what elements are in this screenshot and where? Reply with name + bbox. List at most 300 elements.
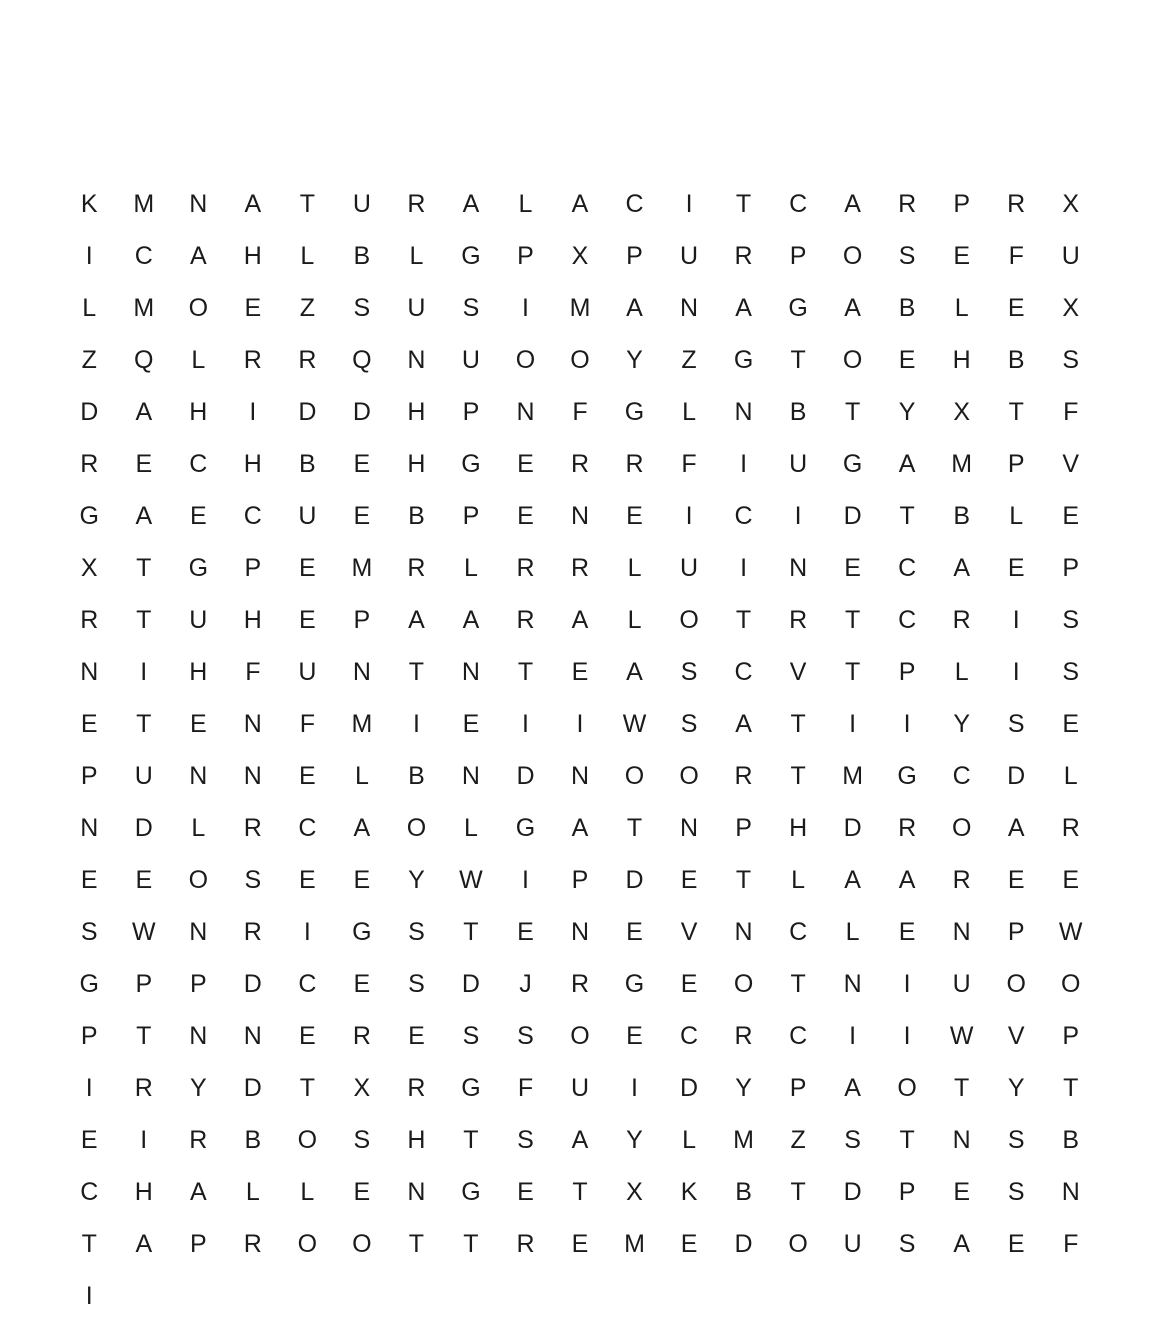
grid-letter: T (844, 658, 861, 686)
grid-letter: L (191, 814, 206, 842)
grid-letter: B (898, 294, 916, 322)
grid-letter: D (80, 398, 99, 426)
grid-letter: L (82, 294, 97, 322)
grid-letter: T (1063, 1074, 1079, 1102)
grid-letter: E (680, 1230, 698, 1258)
grid-letter: R (298, 346, 317, 374)
grid-letter: A (844, 866, 861, 894)
grid-letter: A (735, 294, 752, 322)
grid-letter: B (299, 450, 316, 478)
grid-letter: P (189, 1230, 207, 1258)
grid-letter: E (680, 970, 698, 998)
grid-letter: X (626, 1178, 643, 1206)
grid-letter: H (189, 398, 208, 426)
grid-letter: H (407, 1126, 426, 1154)
grid-letter: P (898, 1178, 916, 1206)
grid-letter: P (571, 866, 589, 894)
grid-letter: V (789, 658, 807, 686)
grid-letter: B (408, 502, 425, 530)
grid-letter: U (461, 346, 480, 374)
grid-letter: L (463, 554, 478, 582)
grid-letter: X (1062, 190, 1080, 218)
grid-letter: P (735, 814, 752, 842)
grid-letter: N (80, 658, 99, 686)
grid-letter: S (1062, 346, 1080, 374)
grid-letter: E (953, 242, 971, 270)
grid-letter: R (80, 450, 99, 478)
grid-letter: E (353, 866, 371, 894)
grid-letter: L (191, 346, 206, 374)
grid-letter: I (140, 658, 148, 686)
grid-letter: Q (352, 346, 372, 374)
grid-letter: N (407, 346, 426, 374)
grid-letter: T (299, 1074, 315, 1102)
grid-letter: K (80, 190, 98, 218)
grid-letter: Y (189, 1074, 207, 1102)
grid-letter: S (898, 242, 916, 270)
grid-letter: R (570, 450, 590, 478)
grid-letter: H (407, 398, 426, 426)
grid-letter: M (351, 710, 373, 738)
grid-letter: E (299, 762, 316, 790)
grid-letter: W (131, 918, 156, 946)
grid-letter: Z (81, 346, 97, 374)
grid-letter: O (951, 814, 972, 842)
grid-letter: I (576, 710, 584, 738)
grid-letter: R (134, 1074, 153, 1102)
grid-letter: N (734, 398, 753, 426)
grid-letter: I (903, 970, 911, 998)
grid-letter: R (516, 606, 535, 634)
grid-letter: R (243, 814, 262, 842)
grid-letter: R (407, 554, 426, 582)
grid-letter: G (788, 294, 808, 322)
grid-letter: A (571, 190, 589, 218)
grid-letter: R (952, 866, 971, 894)
grid-letter: A (1007, 814, 1025, 842)
grid-letter: I (685, 502, 693, 530)
grid-letter: R (516, 554, 535, 582)
grid-letter: P (517, 242, 534, 270)
grid-letter: G (461, 1178, 481, 1206)
grid-letter: T (572, 1178, 588, 1206)
grid-letter: C (298, 814, 317, 842)
grid-letter: C (789, 190, 808, 218)
grid-letter: E (408, 1022, 425, 1050)
grid-letter: B (1007, 346, 1025, 374)
grid-letter: A (844, 294, 861, 322)
grid-letter: A (408, 606, 425, 634)
grid-letter: E (953, 1178, 971, 1206)
grid-letter: C (189, 450, 208, 478)
grid-letter: T (408, 1230, 425, 1258)
grid-letter: R (516, 1230, 535, 1258)
grid-letter: T (626, 814, 643, 842)
grid-letter: E (244, 294, 262, 322)
grid-letter: C (898, 606, 917, 634)
grid-letter: N (189, 918, 208, 946)
grid-letter: E (189, 502, 207, 530)
grid-letter: H (134, 1178, 153, 1206)
grid-letter: P (353, 606, 371, 634)
grid-letter: E (898, 918, 916, 946)
grid-letter: A (898, 450, 916, 478)
grid-letter: A (571, 606, 589, 634)
grid-letter: B (1062, 1126, 1080, 1154)
grid-letter: T (844, 606, 861, 634)
grid-letter: I (85, 242, 93, 270)
grid-letter: P (626, 242, 643, 270)
grid-letter: D (843, 814, 862, 842)
grid-letter: R (407, 190, 426, 218)
grid-letter: T (790, 762, 806, 790)
grid-letter: M (569, 294, 591, 322)
grid-letter: U (1061, 242, 1080, 270)
grid-letter: T (463, 1230, 479, 1258)
grid-letter: S (517, 1022, 534, 1050)
grid-letter: P (1007, 918, 1025, 946)
grid-letter: C (134, 242, 153, 270)
grid-letter: E (299, 1022, 316, 1050)
grid-letter: E (1062, 866, 1080, 894)
grid-letter: C (625, 190, 644, 218)
grid-letter: L (791, 866, 806, 894)
grid-letter: E (1007, 554, 1025, 582)
grid-letter: E (462, 710, 480, 738)
grid-letter: W (622, 710, 647, 738)
grid-letter: N (407, 1178, 426, 1206)
grid-letter: S (353, 294, 371, 322)
grid-letter: S (80, 918, 98, 946)
grid-letter: T (408, 658, 425, 686)
grid-letter: I (303, 918, 311, 946)
grid-letter: U (298, 502, 317, 530)
grid-letter: G (733, 346, 754, 374)
grid-letter: N (789, 554, 808, 582)
grid-letter: G (897, 762, 917, 790)
grid-letter: N (516, 398, 535, 426)
grid-letter: D (843, 502, 862, 530)
grid-letter: J (519, 970, 532, 998)
grid-letter: A (135, 502, 153, 530)
grid-letter: W (459, 866, 483, 894)
grid-letter: V (1062, 450, 1080, 478)
grid-letter: D (134, 814, 153, 842)
grid-letter: T (517, 658, 534, 686)
grid-letter: G (842, 450, 863, 478)
grid-letter: T (1008, 398, 1024, 426)
grid-letter: R (1061, 814, 1080, 842)
grid-letter: R (734, 242, 753, 270)
grid-letter: P (462, 398, 480, 426)
grid-letter: I (140, 1126, 148, 1154)
grid-letter: L (682, 1126, 696, 1154)
grid-letter: X (353, 1074, 371, 1102)
grid-letter: B (353, 242, 371, 270)
grid-letter: O (570, 346, 590, 374)
grid-letter: P (789, 242, 807, 270)
grid-letter: U (134, 762, 153, 790)
grid-letter: F (299, 710, 315, 738)
letter-grid (62, 178, 1098, 1322)
grid-letter: C (952, 762, 971, 790)
grid-letter: P (898, 658, 916, 686)
grid-letter: Y (953, 710, 971, 738)
grid-letter: L (300, 1178, 315, 1206)
grid-letter: L (409, 242, 424, 270)
grid-letter: B (408, 762, 425, 790)
grid-letter: C (789, 918, 808, 946)
grid-letter: M (951, 450, 973, 478)
grid-letter: Z (299, 294, 315, 322)
grid-letter: R (734, 1022, 753, 1050)
grid-letter: T (790, 1178, 806, 1206)
grid-letter: S (517, 1126, 534, 1154)
grid-letter: F (681, 450, 697, 478)
grid-letter: D (352, 398, 371, 426)
grid-letter: N (680, 294, 699, 322)
grid-letter: Q (134, 346, 154, 374)
grid-letter: I (1012, 606, 1020, 634)
grid-letter: E (571, 1230, 589, 1258)
grid-letter: T (299, 190, 315, 218)
grid-letter: I (794, 502, 802, 530)
grid-letter: Y (1007, 1074, 1025, 1102)
grid-letter: O (842, 242, 863, 270)
grid-letter: N (680, 814, 699, 842)
grid-letter: H (189, 658, 208, 686)
grid-letter: A (626, 294, 643, 322)
grid-letter: O (788, 1230, 808, 1258)
grid-letter: G (461, 1074, 481, 1102)
grid-letter: S (408, 918, 425, 946)
grid-letter: O (1006, 970, 1026, 998)
grid-letter: U (570, 1074, 590, 1102)
grid-letter: O (188, 294, 209, 322)
grid-letter: P (135, 970, 153, 998)
grid-letter: D (243, 970, 262, 998)
grid-letter: Z (681, 346, 697, 374)
grid-letter: I (903, 1022, 911, 1050)
grid-letter: S (353, 1126, 371, 1154)
grid-letter: S (680, 658, 698, 686)
grid-letter: I (849, 1022, 857, 1050)
grid-letter: T (735, 866, 752, 894)
grid-letter: F (1063, 398, 1079, 426)
grid-letter: A (953, 554, 971, 582)
grid-letter: E (1007, 1230, 1025, 1258)
grid-letter: G (461, 242, 481, 270)
grid-letter: E (80, 1126, 98, 1154)
grid-letter: V (680, 918, 698, 946)
grid-letter: A (571, 1126, 589, 1154)
grid-letter: C (898, 554, 917, 582)
grid-letter: R (189, 1126, 208, 1154)
grid-letter: E (517, 450, 534, 478)
grid-letter: H (789, 814, 808, 842)
grid-letter: P (462, 502, 480, 530)
grid-letter: D (625, 866, 644, 894)
grid-letter: E (299, 554, 316, 582)
grid-letter: L (627, 606, 642, 634)
grid-letter: M (842, 762, 864, 790)
grid-letter: P (80, 1022, 98, 1050)
grid-letter: S (1007, 1126, 1025, 1154)
grid-letter: E (1062, 502, 1080, 530)
grid-letter: C (734, 502, 753, 530)
grid-letter: D (461, 970, 480, 998)
grid-letter: O (406, 814, 427, 842)
grid-letter: T (735, 606, 752, 634)
grid-letter: A (135, 1230, 153, 1258)
grid-letter: Y (898, 398, 916, 426)
grid-letter: P (1007, 450, 1025, 478)
grid-letter: P (789, 1074, 807, 1102)
grid-letter: R (570, 970, 590, 998)
grid-letter: U (680, 554, 699, 582)
grid-letter: H (243, 450, 262, 478)
grid-letter: I (849, 710, 857, 738)
grid-letter: A (844, 190, 861, 218)
grid-letter: N (243, 1022, 262, 1050)
grid-letter: E (1007, 866, 1025, 894)
grid-letter: S (844, 1126, 861, 1154)
grid-letter: S (1062, 658, 1080, 686)
grid-letter: F (517, 1074, 534, 1102)
grid-letter: U (189, 606, 208, 634)
grid-letter: D (298, 398, 317, 426)
grid-letter: L (627, 554, 642, 582)
grid-letter: N (952, 1126, 971, 1154)
grid-letter: T (463, 918, 479, 946)
grid-letter: E (80, 866, 98, 894)
grid-letter: H (243, 606, 262, 634)
grid-letter: A (244, 190, 262, 218)
grid-letter: L (300, 242, 315, 270)
grid-letter: O (897, 1074, 917, 1102)
grid-letter: N (843, 970, 862, 998)
grid-letter: R (789, 606, 808, 634)
grid-letter: Y (626, 1126, 643, 1154)
grid-letter: D (734, 1230, 753, 1258)
grid-letter: I (740, 554, 748, 582)
grid-letter: E (517, 1178, 534, 1206)
grid-letter: A (462, 190, 480, 218)
grid-letter: E (680, 866, 698, 894)
grid-letter: T (735, 190, 752, 218)
grid-letter: R (898, 814, 917, 842)
grid-letter: S (898, 1230, 916, 1258)
grid-letter: K (680, 1178, 698, 1206)
grid-letter: U (952, 970, 971, 998)
grid-letter: T (954, 1074, 970, 1102)
grid-letter: S (1007, 710, 1025, 738)
grid-letter: U (843, 1230, 862, 1258)
grid-letter: A (953, 1230, 971, 1258)
grid-letter: A (844, 1074, 861, 1102)
grid-letter: X (80, 554, 98, 582)
grid-letter: O (352, 1230, 372, 1258)
grid-letter: S (462, 1022, 480, 1050)
grid-letter: L (954, 294, 969, 322)
grid-letter: S (244, 866, 262, 894)
grid-letter: L (1009, 502, 1024, 530)
grid-letter: N (952, 918, 971, 946)
grid-letter: Z (790, 1126, 806, 1154)
grid-letter: I (412, 710, 420, 738)
grid-letter: N (461, 658, 480, 686)
grid-letter: C (680, 1022, 699, 1050)
grid-letter: E (626, 918, 643, 946)
grid-letter: A (135, 398, 153, 426)
grid-letter: R (734, 762, 753, 790)
grid-letter: A (626, 658, 643, 686)
grid-letter: T (790, 346, 806, 374)
grid-letter: O (679, 762, 699, 790)
grid-letter: U (789, 450, 808, 478)
grid-letter: F (572, 398, 588, 426)
grid-letter: E (135, 866, 153, 894)
grid-letter: G (79, 970, 99, 998)
grid-letter: M (133, 190, 155, 218)
grid-letter: O (297, 1126, 318, 1154)
grid-letter: I (521, 710, 529, 738)
grid-letter: M (133, 294, 155, 322)
grid-letter: D (243, 1074, 262, 1102)
grid-letter: E (898, 346, 916, 374)
grid-letter: L (682, 398, 696, 426)
grid-letter: O (570, 1022, 590, 1050)
grid-letter: S (1007, 1178, 1025, 1206)
grid-letter: T (790, 710, 806, 738)
grid-letter: I (631, 1074, 638, 1102)
grid-letter: E (626, 502, 643, 530)
grid-letter: C (734, 658, 753, 686)
grid-letter: O (297, 1230, 318, 1258)
grid-letter: F (245, 658, 261, 686)
grid-letter: M (733, 1126, 754, 1154)
grid-letter: R (243, 346, 262, 374)
grid-letter: A (189, 242, 207, 270)
grid-letter: L (845, 918, 860, 946)
grid-letter: I (1012, 658, 1020, 686)
grid-letter: E (517, 502, 534, 530)
grid-letter: Y (735, 1074, 752, 1102)
grid-letter: I (685, 190, 693, 218)
grid-letter: I (521, 294, 529, 322)
grid-letter: E (353, 450, 371, 478)
grid-letter: G (188, 554, 209, 582)
grid-letter: A (735, 710, 752, 738)
grid-letter: R (243, 918, 262, 946)
grid-letter: E (844, 554, 861, 582)
grid-letter: X (571, 242, 589, 270)
grid-letter: W (1058, 918, 1083, 946)
grid-letter: P (1062, 1022, 1080, 1050)
grid-letter: N (570, 502, 590, 530)
grid-letter: O (842, 346, 863, 374)
grid-letter: A (571, 814, 589, 842)
grid-letter: D (680, 1074, 699, 1102)
grid-letter: B (953, 502, 971, 530)
grid-letter: O (515, 346, 536, 374)
grid-letter: L (354, 762, 369, 790)
grid-letter: T (136, 554, 152, 582)
grid-letter: F (1063, 1230, 1079, 1258)
grid-letter: E (135, 450, 153, 478)
grid-letter: V (1007, 1022, 1025, 1050)
grid-letter: I (249, 398, 257, 426)
